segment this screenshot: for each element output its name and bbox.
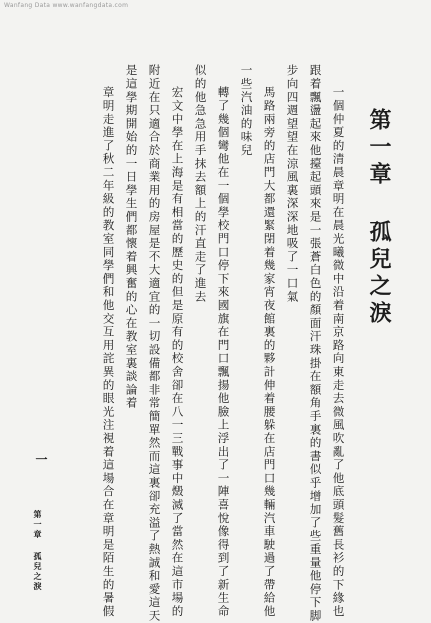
text-line-4: 馬路兩旁的店門大都還緊閉着幾家宵夜館裏的夥計伸着腰躲在店門口幾輛汽車駛過了帶給他 — [262, 86, 277, 618]
page-number: 一 — [34, 453, 48, 465]
text-line-6: 轉了幾個彎他在一個學校門口停下來國旗在門口飄揚他臉上浮出了一陣喜悅像得到了新生命 — [216, 86, 231, 618]
chapter-title: 第一章 孤兒之淚 — [366, 108, 392, 328]
text-line-5: 一些汽油的味兒 — [239, 64, 254, 158]
text-line-7: 似的他急急用手抹去額上的汗直走了進去 — [193, 64, 208, 304]
text-line-3: 步向四週望望在涼風裏深深地吸了一口氣 — [285, 64, 300, 304]
text-line-1: 一個仲夏的清晨章明在晨光曦微中沿着南京路向東走去微風吹亂了他底頭髮舊長衫的下緣也 — [331, 86, 346, 618]
running-footer: 第一章 孤兒之淚 — [33, 510, 43, 592]
watermark: Wanfang Data www.wanfangdata.com — [4, 2, 129, 9]
text-line-11: 章明走進了秋二年級的教室同學們和他交互用詫異的眼光注視着這場合在章明是陌生的暑假 — [101, 86, 116, 618]
text-line-8: 宏文中學在上海是有相當的歷史的但是原有的校舍卻在八一三戰事中燬滅了當然在這市場的 — [170, 86, 185, 618]
text-line-2: 跟着飄盪起來他擡起頭來是一張蒼白色的顏面汗珠掛在額角手裏的書似乎增加了些重量他停下脚 — [308, 64, 323, 623]
text-line-10: 是這學期開始的一日學生們都懷着興奮的心在教室裏談論着 — [124, 64, 139, 410]
text-line-9: 附近在只適合於商業用的房屋是不大適宜的一切設備都非常簡單然而這裏卻充溢了熱誠和愛這天 — [147, 64, 162, 623]
